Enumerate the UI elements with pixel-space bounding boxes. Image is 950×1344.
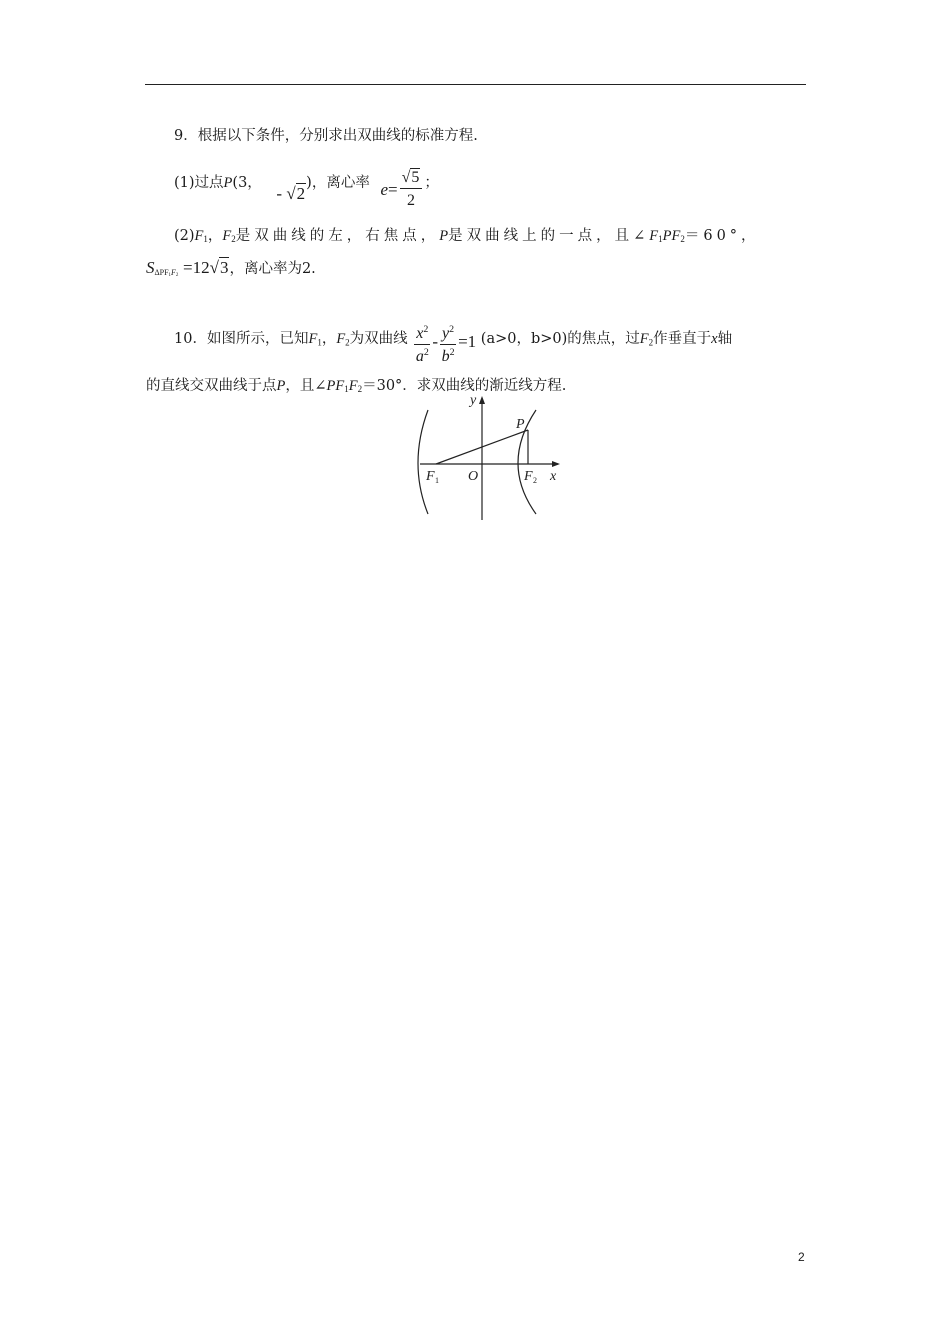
label-f2-sub: 2	[533, 476, 537, 485]
y-axis-arrow-icon	[479, 396, 485, 404]
label-y: y	[470, 393, 477, 408]
left-branch	[418, 410, 428, 514]
page-number: 2	[798, 1250, 805, 1264]
hyperbola-figure	[408, 390, 568, 525]
label-f2: F	[524, 469, 533, 484]
problem-9-intro: 9．根据以下条件，分别求出双曲线的标准方程.	[174, 128, 478, 144]
label-f1-sub: 1	[435, 476, 439, 485]
problem-10-line-2: 的直线交双曲线于点P，且$\angle PF_1F_2=30^\circ$．求双曲线的渐近线方程.	[146, 378, 567, 395]
header-rule	[145, 84, 806, 85]
label-o: O	[468, 469, 479, 484]
y-squared-over-b-squared: $\frac{y^2}{b^2}$	[441, 324, 455, 366]
problem-9-area: $S_{\Delta PF_1F_2} =12√3$，离心率为2.	[146, 258, 316, 279]
neg-sqrt-2: - √2	[276, 184, 306, 204]
x-axis-arrow-icon	[552, 461, 560, 467]
label-p: P	[516, 417, 525, 432]
problem-10-line-1: 10．如图所示，已知$F_1$，$F_2$为双曲线 $\frac{x^2}{a^2}$ - $\frac{y^2}{b^2}$ =1 (a>0，b>0)的焦点，过$F_2$作垂直于x轴	[174, 324, 733, 366]
x-squared-over-a-squared: $\frac{x^2}{a^2}$	[415, 324, 429, 366]
label-x: x	[550, 469, 557, 484]
eccentricity-fraction: $\frac{√5}{2}$	[400, 168, 423, 210]
label-f1: F	[426, 469, 435, 484]
problem-9-condition-1: (1)过点P(3， - √2)，离心率 e= $\frac{√5}{2}$ ；	[174, 169, 439, 210]
problem-9-condition-2: $(2)F_1$，$F_2$是双曲线的左，右焦点，P是双曲线上的一点，且$\angle F_1PF_2=60^\circ$，	[174, 228, 760, 245]
